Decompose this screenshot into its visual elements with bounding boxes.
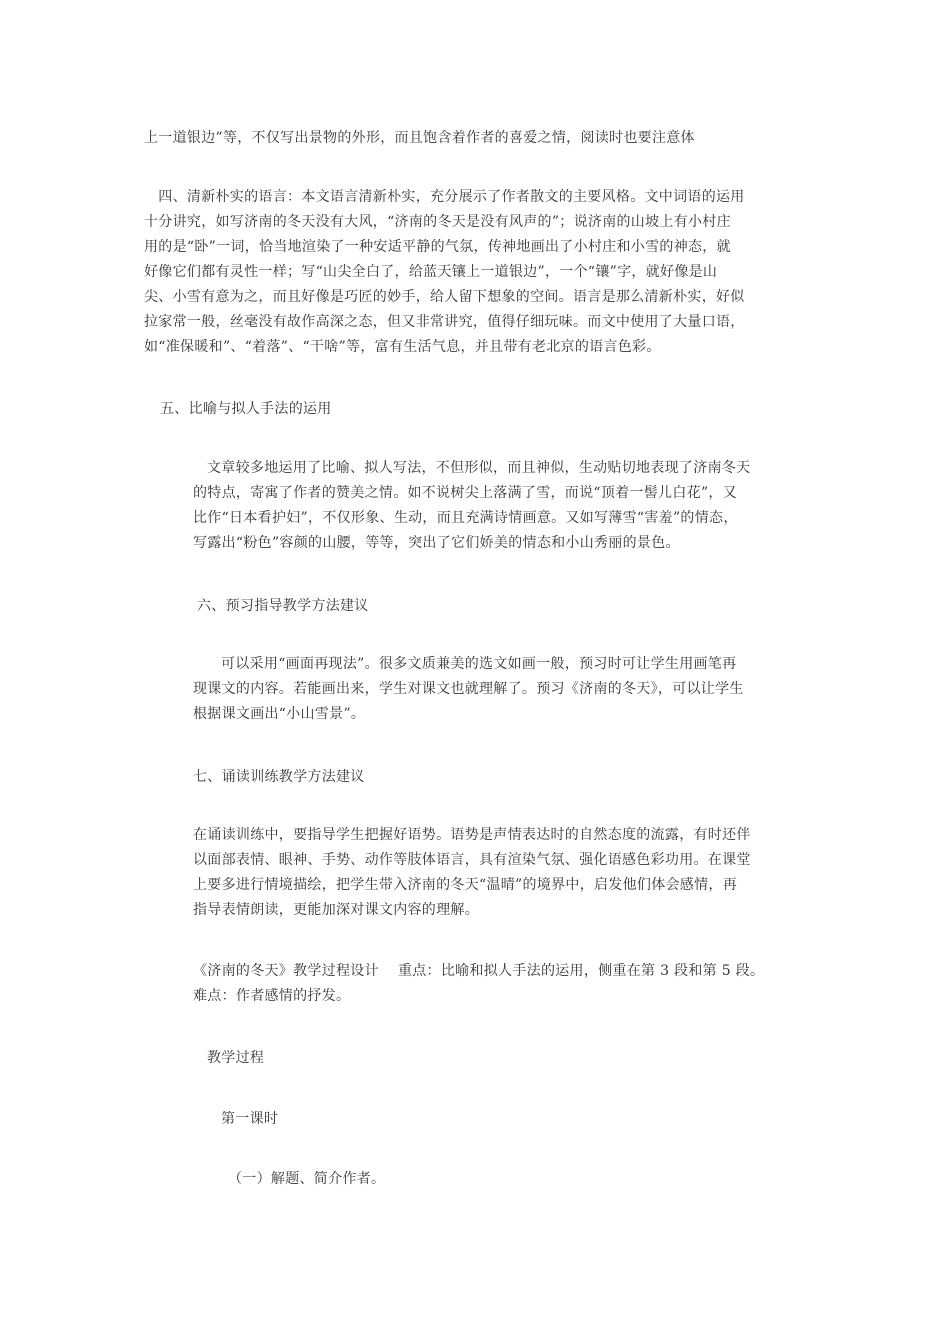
section-7-paragraph [193, 823, 751, 923]
section-5-paragraph [193, 456, 750, 556]
step-1-heading: （一）解题、简介作者。 [228, 1171, 386, 1187]
paragraph-line: 以面部表情、眼神、手势、动作等肢体语言，具有渲染气氛、强化语感色彩功用。在课堂 [193, 852, 751, 868]
process-heading: 教学过程 [207, 1050, 265, 1066]
intro-line: 上一道银边”等，不仅写出景物的外形，而且饱含着作者的喜爱之情，阅读时也要注意体 [144, 130, 695, 146]
paragraph-line: 难点：作者感情的抒发。 [193, 988, 351, 1004]
paragraph-line: 十分讲究，如写济南的冬天没有大风，“济南的冬天是没有风声的”；说济南的山坡上有小村庄 [144, 214, 731, 230]
paragraph-line: 可以采用“画面再现法”。很多文质兼美的选文如画一般，预习时可让学生用画笔再 [221, 656, 737, 672]
paragraph-line: 如“准保暖和”、“着落”、“干啥”等，富有生活气息，并且带有老北京的语言色彩。 [144, 339, 661, 355]
section-6-paragraph [193, 652, 744, 727]
lesson-design-paragraph [193, 959, 764, 1009]
paragraph-line: 比作“日本看护妇”，不仅形象、生动，而且充满诗情画意。又如写薄雪“害羞”的情态， [193, 510, 738, 526]
lesson-heading: 第一课时 [221, 1111, 279, 1127]
paragraph-line: 指导表情朗读，更能加深对课文内容的理解。 [193, 902, 479, 918]
paragraph-line: 拉家常一般，丝毫没有故作高深之态，但又非常讲究，值得仔细玩味。而文中使用了大量口语， [144, 314, 745, 330]
paragraph-line: 写露出“粉色”容颜的山腰，等等，突出了它们娇美的情态和小山秀丽的景色。 [193, 535, 680, 551]
paragraph-line: 好像它们都有灵性一样；写“山尖全白了，给蓝天镶上一道银边”，一个“镶”字，就好像是山 [144, 264, 718, 280]
section-7-heading: 七、诵读训练教学方法建议 [193, 769, 365, 785]
paragraph-line: 上要多进行情境描绘，把学生带入济南的冬天“温晴”的境界中，启发他们体会感情，再 [193, 877, 738, 893]
paragraph-line: 四、清新朴实的语言：本文语言清新朴实，充分展示了作者散文的主要风格。文中词语的运用 [144, 189, 745, 205]
section-6-heading: 六、预习指导教学方法建议 [197, 598, 369, 614]
paragraph-line: 用的是“卧”一词，恰当地渲染了一种安适平静的气氛，传神地画出了小村庄和小雪的神态，就 [144, 239, 731, 255]
paragraph-line: 在诵读训练中，要指导学生把握好语势。语势是声情表达时的自然态度的流露，有时还伴 [193, 827, 751, 843]
paragraph-line: 根据课文画出“小山雪景”。 [193, 706, 366, 722]
paragraph-line: 尖、小雪有意为之，而且好像是巧匠的妙手，给人留下想象的空间。语言是那么清新朴实，好似 [144, 289, 745, 305]
section-4-paragraph [144, 185, 745, 360]
paragraph-line: 文章较多地运用了比喻、拟人写法，不但形似，而且神似，生动贴切地表现了济南冬天 [207, 460, 751, 476]
paragraph-line: 的特点，寄寓了作者的赞美之情。如不说树尖上落满了雪，而说“顶着一髻儿白花”，又 [193, 485, 738, 501]
section-5-heading: 五、比喻与拟人手法的运用 [160, 401, 332, 417]
paragraph-line: 《济南的冬天》教学过程设计 重点：比喻和拟人手法的运用，侧重在第 3 段和第 5 段。 [193, 963, 765, 979]
paragraph-line: 现课文的内容。若能画出来，学生对课文也就理解了。预习《济南的冬天》，可以让学生 [193, 681, 744, 697]
